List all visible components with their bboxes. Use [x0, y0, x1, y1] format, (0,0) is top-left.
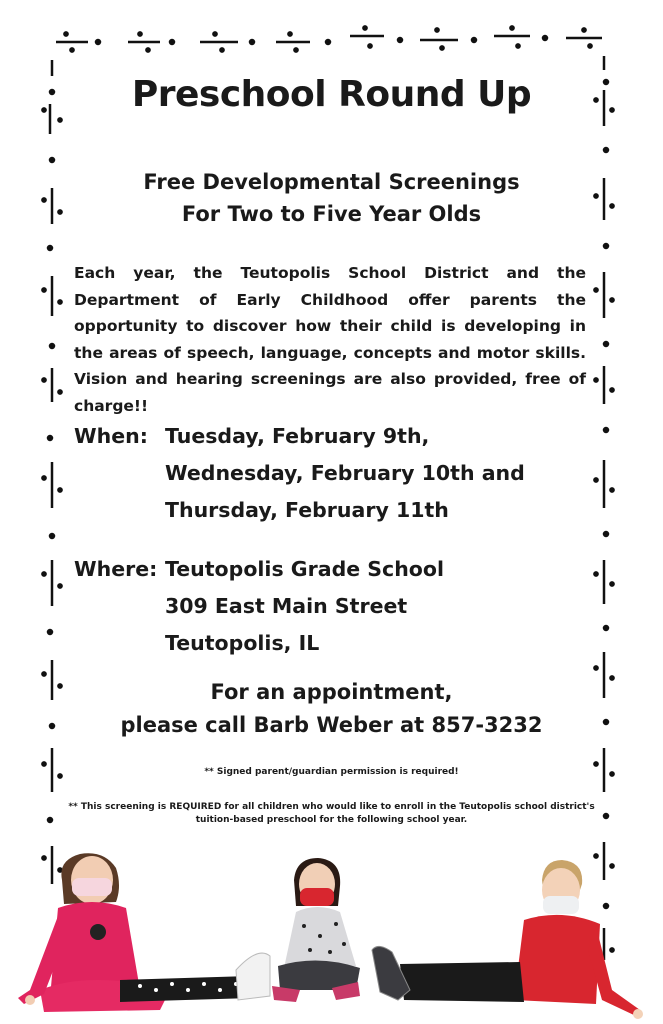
appointment-line-2: please call Barb Weber at 857-3232 — [120, 713, 543, 737]
appointment-line-1: For an appointment, — [210, 680, 453, 704]
required-note — [0, 801, 663, 827]
subtitle-line-1: Free Developmental Screenings — [143, 170, 520, 194]
when-date-1: Tuesday, February 9th, — [165, 424, 430, 448]
required-note-line-2: tuition-based preschool for the following school year. — [195, 815, 468, 825]
where-line-2: 309 East Main Street — [165, 594, 408, 618]
girl-pink-dress — [18, 853, 270, 1012]
girl-middle — [272, 858, 360, 1002]
flyer-title: Preschool Round Up — [131, 74, 532, 115]
when-date-2: Wednesday, February 10th and — [165, 461, 525, 485]
children-photo — [0, 840, 663, 1024]
flyer-subtitle — [0, 166, 663, 230]
intro-paragraph: Each year, the Teutopolis School District and the Department of Early Childhood offer parents the opportunity to discover how their child is developing in the areas of speech, language, concepts and motor skills. Vision and hearing screenings are also provided, free of charge!! — [74, 264, 586, 415]
where-label: Where: — [74, 557, 158, 581]
permission-note: ** Signed parent/guardian permission is required! — [204, 767, 459, 777]
where-line-3: Teutopolis, IL — [165, 631, 320, 655]
subtitle-line-2: For Two to Five Year Olds — [181, 202, 482, 226]
when-date-3: Thursday, February 11th — [165, 498, 449, 522]
required-note-line-1: ** This screening is REQUIRED for all children who would like to enroll in the Teutopolis school district's — [68, 802, 595, 812]
boy-red-shirt — [372, 860, 643, 1019]
where-line-1: Teutopolis Grade School — [165, 557, 444, 581]
when-label: When: — [74, 424, 148, 448]
